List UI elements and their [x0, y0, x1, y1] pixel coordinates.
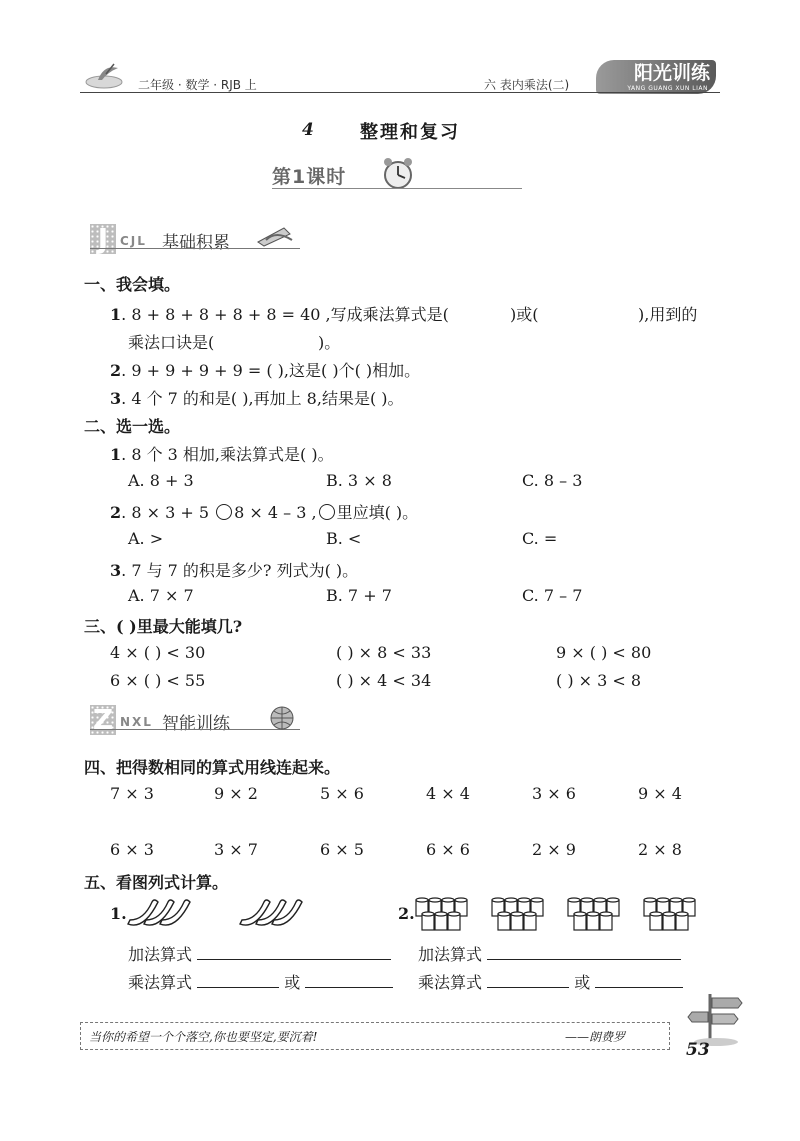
p1-add-blank[interactable] — [197, 943, 391, 960]
q1-item1-num: 1 — [110, 305, 122, 324]
header-grade: 二年级 · 数学 · RJB 上 — [138, 78, 257, 92]
q4-bottom-expr: 3 × 7 — [214, 840, 258, 859]
q1-item3-text: . 4 个 7 的和是( ),再加上 8,结果是( )。 — [121, 389, 404, 408]
brand-title: 阳光训练 — [633, 62, 710, 84]
q1-item2-num: 2 — [110, 361, 122, 380]
q3-cell: ( ) × 3 < 8 — [556, 671, 642, 690]
q4-top-expr: 7 × 3 — [110, 784, 154, 803]
p2-mul-row — [418, 970, 683, 993]
q2-item3-num: 3 — [110, 561, 122, 580]
q3-cell: 6 × ( ) < 55 — [110, 671, 206, 690]
pencil-books-icon — [254, 220, 298, 254]
q3-cell: 4 × ( ) < 30 — [110, 643, 206, 662]
q4-top-expr: 5 × 6 — [320, 784, 364, 803]
p2-add-row — [418, 942, 681, 965]
lesson-underline — [272, 188, 522, 189]
q4-bottom-expr: 2 × 8 — [638, 840, 682, 859]
q2-item1-opt-b: B. 3 × 8 — [326, 471, 392, 490]
p2-add-label: 加法算式 — [418, 945, 483, 964]
q5-part1-num: 1. — [110, 904, 127, 923]
page-number: 53 — [686, 1040, 710, 1060]
q2-item1 — [110, 442, 334, 465]
q4-top-expr: 9 × 2 — [214, 784, 258, 803]
footer-author: ——朗费罗 — [565, 1030, 626, 1044]
q3-cell: ( ) × 4 < 34 — [336, 671, 432, 690]
q2-heading: 二、选一选。 — [84, 417, 181, 436]
header-leaf-logo — [84, 62, 134, 90]
clock-icon — [376, 156, 420, 196]
header-unit: 六 表内乘法(二) — [484, 78, 570, 92]
q3-cell: ( ) × 8 < 33 — [336, 643, 432, 662]
q2-item1-num: 1 — [110, 445, 122, 464]
q2-item3 — [110, 558, 358, 581]
lesson-label: 第1课时 — [272, 166, 347, 188]
q2-item1-text: . 8 个 3 相加,乘法算式是( )。 — [121, 445, 334, 464]
section-smart-title: 智能训练 — [162, 714, 230, 734]
q4-top-expr: 9 × 4 — [638, 784, 682, 803]
p2-mul-blank1[interactable] — [487, 971, 569, 988]
q1-heading: 一、我会填。 — [84, 275, 181, 294]
q1-item1-text: . 8 + 8 + 8 + 8 + 8 = 40 ,写成乘法算式是( — [121, 305, 449, 324]
q2-item3-opt-a: A. 7 × 7 — [128, 586, 194, 605]
q1-item3 — [110, 386, 404, 409]
cup-group-icon — [414, 892, 714, 936]
q1-item1-line1 — [110, 302, 449, 325]
p1-mul-row — [128, 970, 393, 993]
globe-icon — [266, 703, 298, 737]
q2-item2-opt-a: A. > — [128, 529, 164, 548]
q2-item1-opt-c: C. 8 – 3 — [522, 471, 583, 490]
p2-or: 或 — [574, 973, 591, 992]
p1-add-row — [128, 942, 391, 965]
section-basic-banner — [90, 224, 310, 260]
footer-quote: 当你的希望一个个落空,你也要坚定,要沉着! — [89, 1030, 318, 1044]
q3-cell: 9 × ( ) < 80 — [556, 643, 652, 662]
p1-add-label: 加法算式 — [128, 945, 193, 964]
compare-circle-icon — [216, 504, 232, 520]
q5-heading: 五、看图列式计算。 — [84, 873, 229, 892]
q2-item2-num: 2 — [110, 503, 122, 522]
section-smart-code: NXL — [120, 715, 153, 729]
footer-quote-box — [80, 1022, 670, 1050]
q4-bottom-expr: 6 × 6 — [426, 840, 470, 859]
brand-subtitle: YANG GUANG XUN LIAN — [627, 85, 708, 92]
chapter-title: 整理和复习 — [360, 122, 460, 143]
p2-mul-label: 乘法算式 — [418, 973, 483, 992]
p1-mul-blank2[interactable] — [305, 971, 393, 988]
q2-item3-text: . 7 与 7 的积是多少? 列式为( )。 — [121, 561, 359, 580]
q2-item1-opt-a: A. 8 + 3 — [128, 471, 194, 490]
banana-group-icon — [124, 894, 324, 936]
q2-item3-opt-c: C. 7 – 7 — [522, 586, 583, 605]
q1-item2-text: . 9 + 9 + 9 + 9 = ( ),这是( )个( )相加。 — [121, 361, 421, 380]
q2-item2-opt-c: C. = — [522, 529, 558, 548]
section-basic-code: CJL — [120, 234, 147, 248]
q1-item2 — [110, 358, 420, 381]
compare-circle-icon — [319, 504, 335, 520]
q2-item2-rhs: 8 × 4 – 3 , — [234, 503, 317, 522]
lesson-badge — [272, 162, 372, 190]
q1-item1-tail: ),用到的 — [638, 305, 698, 324]
q5-part2-num: 2. — [398, 904, 415, 923]
brand-logo — [596, 60, 716, 94]
q4-bottom-expr: 2 × 9 — [532, 840, 576, 859]
p2-mul-blank2[interactable] — [595, 971, 683, 988]
p1-mul-label: 乘法算式 — [128, 973, 193, 992]
p2-add-blank[interactable] — [487, 943, 681, 960]
q4-heading: 四、把得数相同的算式用线连起来。 — [84, 758, 341, 777]
q2-item2-ask: 里应填( )。 — [336, 503, 419, 522]
q2-item2-opt-b: B. < — [326, 529, 362, 548]
section-smart-banner — [90, 705, 310, 741]
q1-item1-close: )。 — [318, 333, 341, 352]
q4-bottom-expr: 6 × 5 — [320, 840, 364, 859]
header-divider — [80, 92, 720, 93]
q3-heading: 三、( )里最大能填几? — [84, 617, 243, 636]
q1-item1-formula: 乘法口诀是( — [128, 333, 215, 352]
p1-or: 或 — [284, 973, 301, 992]
p1-mul-blank1[interactable] — [197, 971, 279, 988]
section-basic-letter: J — [90, 224, 116, 254]
q2-item3-opt-b: B. 7 + 7 — [326, 586, 392, 605]
section-basic-title: 基础积累 — [162, 233, 230, 253]
q4-top-expr: 4 × 4 — [426, 784, 470, 803]
q2-item2 — [110, 500, 418, 523]
chapter-number: 4 — [302, 120, 314, 140]
q1-item1-or: )或( — [510, 305, 539, 324]
q2-item2-text: . 8 × 3 + 5 — [121, 503, 210, 522]
q4-top-expr: 3 × 6 — [532, 784, 576, 803]
section-smart-letter: Z — [90, 705, 116, 735]
q1-item3-num: 3 — [110, 389, 122, 408]
q4-bottom-expr: 6 × 3 — [110, 840, 154, 859]
